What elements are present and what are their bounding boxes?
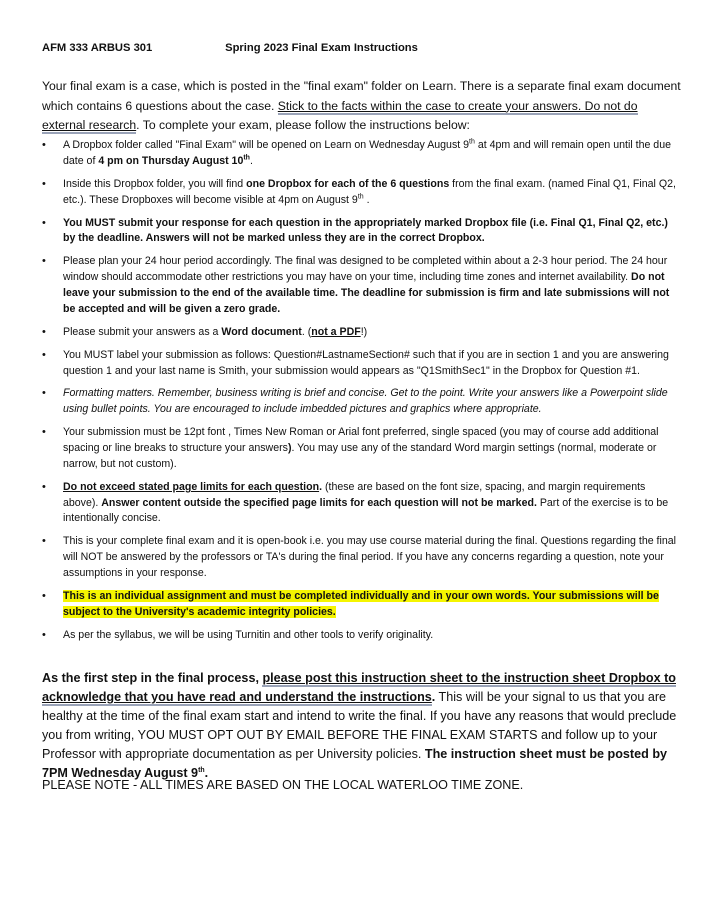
list-item [42,138,682,170]
bullet-icon: • [42,590,46,602]
intro-stick-to-facts: Stick to the facts within the case to create your answers. Do not do external research [42,98,638,132]
item-bold: 4 pm on Thursday August 10 [98,154,244,167]
final-bold: . [431,690,436,704]
bullet-icon: • [42,535,46,548]
final-text: This will be your signal to us that you are healthy at the time of the final exam start and intend to write the final. If you have any reasons that would preclude you from writing, YOU MUST OPT OUT BY EMAIL BEFORE THE FINAL EXAM STARTS and follow up to your Professor with appropriate documentation as per University policies. [42,690,677,761]
list-item [42,480,682,527]
document-title: Spring 2023 Final Exam Instructions [225,42,418,54]
item-text: . [249,154,253,167]
superscript: th [198,766,205,774]
list-item [42,425,682,472]
item-text: Please submit your answers as a [63,325,222,338]
final-paragraph [42,669,682,783]
superscript: th [357,193,364,201]
item-text: from the final exam. (named Final Q1, Final Q2, etc.). These Dropboxes will become visible at 4pm on August 9 [63,177,676,206]
item-text: (these are based on the font size, spacing, and margin requirements above). [63,480,646,509]
item-italic: Formatting matters. Remember, business writing is brief and concise. Get to the point. Write your answers like a Powerpoint slide using bullet points. You are encouraged to include imbedded pictures and graphics where appropriate. [63,387,668,416]
instruction-list [42,138,682,651]
list-item [42,254,682,317]
item-text: Your submission must be 12pt font , Times New Roman or Arial font preferred, single spaced (you may of course add additional spacing or line breaks to structure your answers [63,426,659,455]
bullet-icon: • [42,325,46,338]
final-bold-underline: please post this instruction sheet to the instruction sheet Dropbox to acknowledge that you have read and understand the instructions [42,671,676,704]
course-code: AFM 333 ARBUS 301 [42,42,153,54]
item-bold: Answer content outside the specified page limits for each question will not be marked. [101,496,537,509]
item-bold: one Dropbox for each of the 6 questions [246,177,450,190]
item-text: As per the syllabus, we will be using Turnitin and other tools to verify originality. [63,628,434,641]
bullet-icon: • [42,177,46,190]
item-bold-underline: Do not exceed stated page limits for each question [63,480,320,493]
final-bold: As the first step in the final process, [42,671,263,685]
bullet-icon: • [42,348,46,361]
item-text: !) [360,325,368,338]
document-header [42,42,418,54]
bullet-icon: • [42,387,46,400]
item-text: You MUST label your submission as follows: Question#LastnameSection# such that if you are in section 1 and you are answering question 1 and your last name is Smith, your submission would appears as "Q1SmithSec1" in the Dropbox for Question #1. [63,348,669,377]
item-text: Please plan your 24 hour period accordingly. The final was designed to be completed within about a 2-3 hour period. The 24 hour window should accommodate other restrictions you may have on your time, including time zones and internet availability. [63,255,668,284]
item-bold: Word document [221,325,302,338]
bullet-icon: • [42,628,46,641]
item-text: . You may use any of the standard Word margin settings (normal, moderate or narrow, but not custom). [63,442,657,470]
bullet-icon: • [42,255,46,268]
intro-paragraph [42,77,682,136]
final-bold: . [204,766,209,780]
superscript: th [243,154,250,162]
item-text: at 4pm and will remain open until the due date of [63,139,671,167]
item-bold: Do not leave your submission to the end of the available time. The deadline for submission is firm and late submissions will not be accepted and will be given a zero grade. [63,271,670,315]
superscript: th [469,138,475,146]
item-bold-underline: not a PDF [311,325,361,338]
item-bold: ) [287,442,292,455]
item-text: A Dropbox folder called "Final Exam" will be opened on Learn on Wednesday August 9 [63,139,470,151]
final-bold: The instruction sheet must be posted by 7PM Wednesday August 9 [42,747,668,780]
bullet-icon: • [42,216,46,229]
list-item [42,177,682,209]
bullet-icon: • [42,139,46,151]
list-item-highlighted [42,589,682,621]
item-text: Inside this Dropbox folder, you will find [63,177,247,190]
item-text: This is your complete final exam and it is open-book i.e. you may use course material during the final. Questions regarding the final will NOT be answered by the professors or TA's during the final period. If you have any concerns regarding a question, note your assumptions in your response. [63,535,676,580]
item-text: . [363,193,370,206]
list-item [42,534,682,581]
intro-text: Your final exam is a case, which is posted in the "final exam" folder on Learn. There is a separate final exam document which contains 6 questions about the case. [42,79,681,113]
list-item [42,386,682,418]
highlighted-text: This is an individual assignment and must be completed individually and in your own words. Your submissions will be subject to the University's academic integrity policies. [63,590,659,618]
list-item [42,628,682,644]
list-item [42,348,682,380]
time-zone-note: PLEASE NOTE - ALL TIMES ARE BASED ON THE LOCAL WATERLOO TIME ZONE. [42,778,524,792]
item-bold: You MUST submit your response for each question in the appropriately marked Dropbox file (i.e. Final Q1, Final Q2, etc.) by the deadline. Answers will not be marked unless they are in the correct Dropbox. [63,216,668,245]
bullet-icon: • [42,480,46,493]
item-text: . ( [301,325,312,338]
list-item [42,216,682,248]
item-bold: . [319,480,323,493]
item-text: Part of the exercise is to be intentionally concise. [63,496,669,525]
list-item [42,325,682,341]
intro-text-end: . To complete your exam, please follow the instructions below: [136,118,470,132]
bullet-icon: • [42,426,46,439]
